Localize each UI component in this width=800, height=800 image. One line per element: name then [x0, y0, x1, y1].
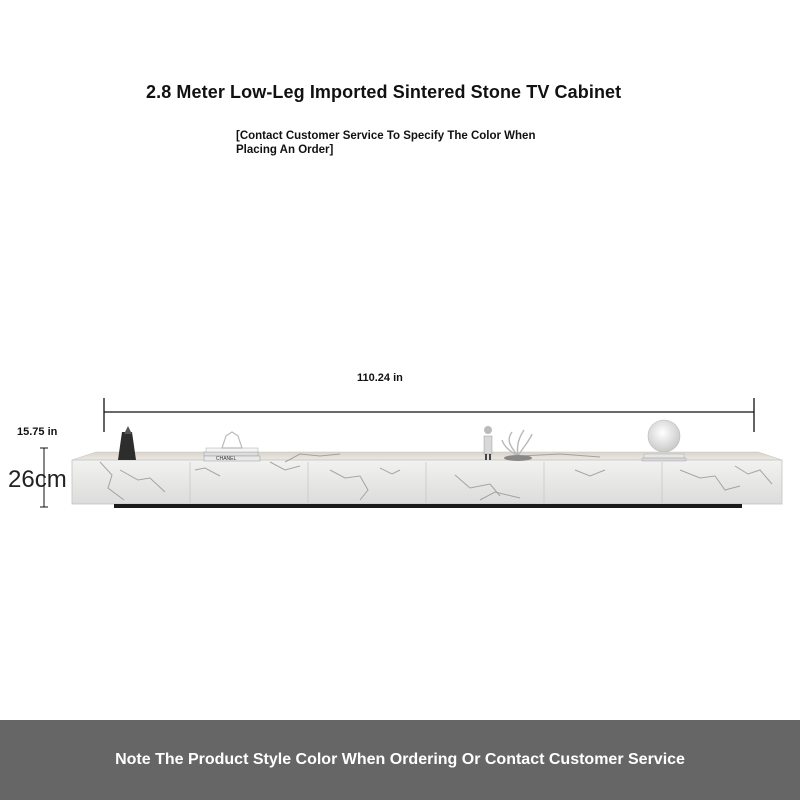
coral-decor	[502, 430, 532, 461]
footer-note: Note The Product Style Color When Ordering Or Contact Customer Service	[115, 751, 685, 768]
product-subtitle: [Contact Customer Service To Specify The Color When Placing An Order]	[236, 130, 536, 156]
height-dimension-line	[40, 448, 48, 507]
books-decor	[204, 432, 260, 462]
globe-lamp-decor	[642, 420, 686, 461]
book-label: CHANEL	[216, 455, 237, 462]
cabinet-base	[114, 504, 742, 508]
product-title: 2.8 Meter Low-Leg Imported Sintered Stone TV Cabinet	[146, 82, 622, 102]
width-dimension-label: 110.24 in	[357, 372, 403, 384]
cabinet-front	[72, 460, 782, 504]
depth-dimension-label: 15.75 in	[17, 426, 58, 438]
footer-banner	[0, 720, 800, 800]
vase-decor	[118, 426, 136, 460]
height-dimension-label: 26cm	[8, 466, 67, 493]
